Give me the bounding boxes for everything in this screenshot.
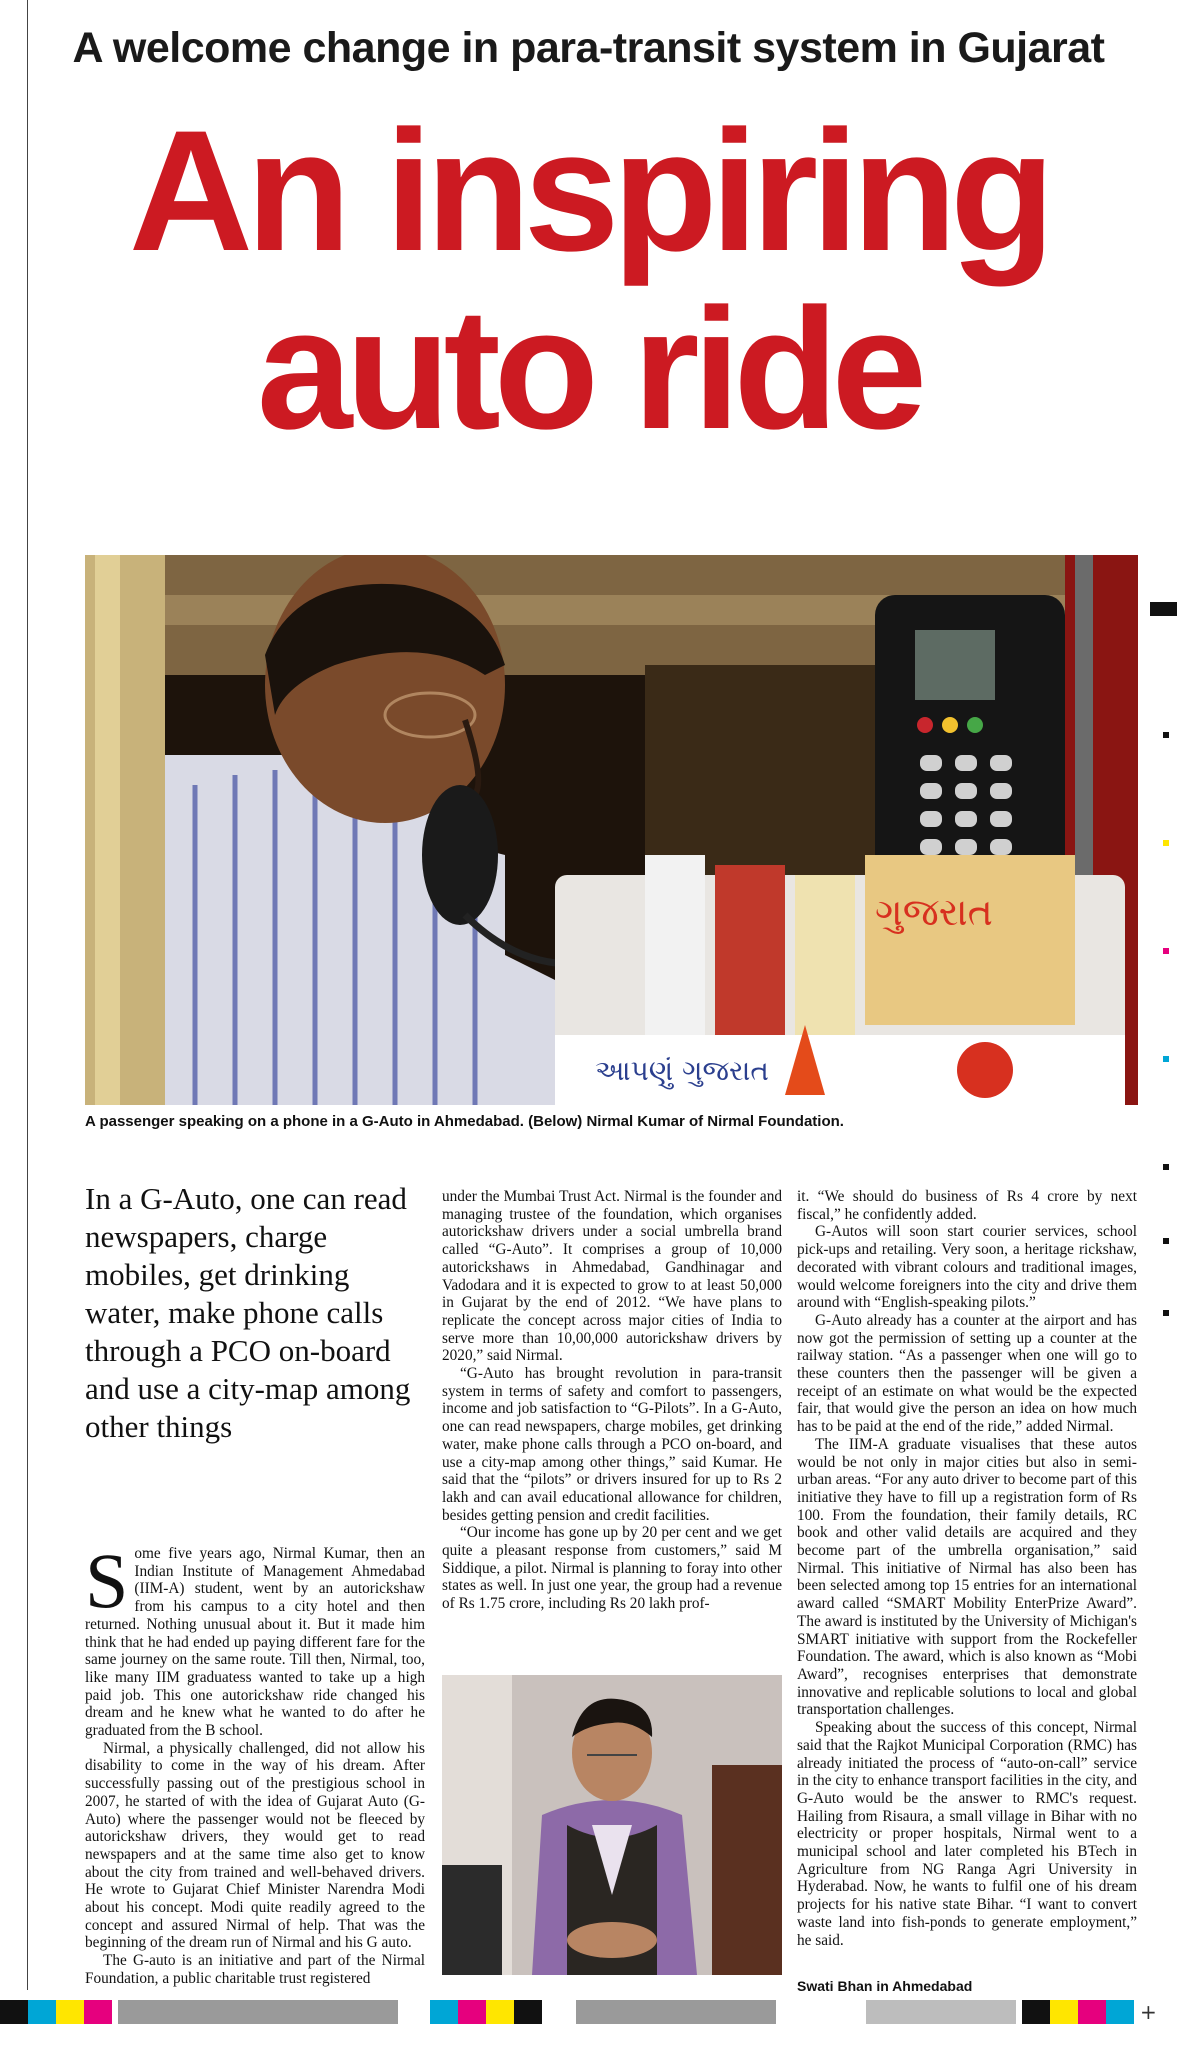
byline: Swati Bhan in Ahmedabad	[797, 1978, 973, 1994]
article-column-2	[442, 1188, 782, 1613]
register-mark	[1163, 732, 1169, 738]
article-paragraph: Nirmal, a physically challenged, did not allow his disability to come in the way of his dream. After successfully passing out of the prestigious school in 2007, he started of with the idea of Gujarat Auto (G-Auto) where the passenger would not be fleeced by autorickshaw drivers, they would get to read newspapers and at the same time also get to know about the city from trained and well-behaved drivers. He wrote to Gujarat Chief Minister Narendra Modi about his concept. Modi quite readily agreed to the concept and assured Nirmal of help. That was the beginning of the dream run of Nirmal and his G auto.	[85, 1739, 425, 1952]
swatch-magenta	[84, 2000, 112, 2024]
swatch-black	[0, 2000, 28, 2024]
register-mark	[1163, 1238, 1169, 1244]
article-paragraph: it. “We should do business of Rs 4 crore by next fiscal,” he confidently added.	[797, 1188, 1137, 1223]
swatch-cyan	[28, 2000, 56, 2024]
article-paragraph: The IIM-A graduate visualises that these autos would be not only in major cities but also in semi-urban areas. “For any auto driver to become part of this initiative they have to fill up a registration form of Rs 100. From the foundation, their family details, RC book and other valid details are acquired and they become part of the umbrella organisation,” said Nirmal. This initiative of Nirmal has also been has been selected among top 15 entries for an international award called “SMART Mobility EnterPrize Award”. The award is instituted by the University of Michigan's SMART initiative with support from the Rockefeller Foundation. The award, which is also known as “Mobi Award”, recognises enterprises that demonstrate innovative and replicable solutions to local and global transportation challenges.	[797, 1435, 1137, 1719]
swatch-cyan	[1106, 2000, 1134, 2024]
article-paragraph: “Our income has gone up by 20 per cent and we get quite a pleasant response from customers,” said M Siddique, a pilot. Nirmal is planning to foray into other states as well. In just one year, the group had a revenue of Rs 1.75 crore, including Rs 20 lakh prof-	[442, 1524, 782, 1613]
main-photo	[85, 555, 1138, 1105]
drop-cap: S	[85, 1537, 129, 1624]
article-paragraph: Speaking about the success of this concept, Nirmal said that the Rajkot Municipal Corporation (RMC) has already initiated the process of “auto-on-call” service in the city to enhance transport facilities in the city, and G-Auto would be the answer to RMC's request. Hailing from Risaura, a small village in Bihar with no electricity or proper hospitals, Nirmal went to a municipal school and later completed his BTech in Agriculture from NG Ranga Agri University in Hyderabad. Now, he wants to fulfil one of his dream projects for his native state Bihar. “I want to convert waste land into fish-ponds to generate employment,” he said.	[797, 1719, 1137, 1949]
swatch-gray	[118, 2000, 398, 2024]
auto-sign-text: આપણું ગુજરાત	[595, 1054, 769, 1087]
swatch-gray	[866, 2000, 1016, 2024]
swatch-black	[514, 2000, 542, 2024]
photo-caption: A passenger speaking on a phone in a G-Auto in Ahmedabad. (Below) Nirmal Kumar of Nirmal Foundation.	[85, 1113, 844, 1130]
crop-mark-icon: +	[1140, 2000, 1157, 2024]
register-mark	[1163, 1310, 1169, 1316]
register-mark	[1163, 948, 1169, 954]
main-headline	[0, 95, 1177, 465]
magazine-title: ગુજરાત	[875, 890, 993, 934]
swatch-magenta	[458, 2000, 486, 2024]
swatch-yellow	[1050, 2000, 1078, 2024]
article-paragraph: The G-auto is an initiative and part of the Nirmal Foundation, a public charitable trust registered	[85, 1952, 425, 1987]
kicker-headline: A welcome change in para-transit system in Gujarat	[72, 24, 1105, 72]
article-column-1	[85, 1537, 425, 1988]
article-column-3	[797, 1188, 1137, 1949]
article-paragraph: under the Mumbai Trust Act. Nirmal is the founder and managing trustee of the foundation, which organises autorickshaw drivers under a social umbrella brand called “G-Auto”. It comprises a group of 10,000 autorickshaws in Ahmedabad, Gandhinagar and Vadodara and it is expected to grow to at least 50,000 in Gujarat by the end of 2012. “We have plans to replicate the concept across major cities of India to serve more than 10,00,000 autorickshaw drivers by 2020,” said Nirmal.	[442, 1188, 782, 1365]
swatch-gray	[576, 2000, 776, 2024]
swatch-magenta	[1078, 2000, 1106, 2024]
article-deck: In a G-Auto, one can read newspapers, charge mobiles, get drinking water, make phone calls through a PCO on-board and use a city-map among other things	[85, 1181, 411, 1444]
swatch-black	[1022, 2000, 1050, 2024]
portrait-photo	[442, 1675, 782, 1975]
paragraph-text: ome five years ago, Nirmal Kumar, then an Indian Institute of Management Ahmedabad (IIM-A) student, went by an autorickshaw from his campus to a city hotel and then returned. Nothing unusual about it. But it made him think that he had ended up paying different fare for the same journey on the same route. Till then, Nirmal, too, like many IIM graduatess wanted to take up a high paid job. This one autorickshaw ride changed his dream and he knew what he wanted to do after he graduated from the B school.	[85, 1545, 425, 1740]
article-paragraph: G-Autos will soon start courier services, school pick-ups and retailing. Very soon, a heritage rickshaw, decorated with vibrant colours and traditional images, would welcome foreigners into the city and drive them around with “English-speaking pilots.”	[797, 1223, 1137, 1312]
register-mark	[1163, 840, 1169, 846]
swatch-yellow	[56, 2000, 84, 2024]
headline-line-1: An inspiring	[128, 95, 1049, 287]
register-bar	[1150, 602, 1177, 616]
register-mark	[1163, 1164, 1169, 1170]
article-paragraph: G-Auto already has a counter at the airport and has now got the permission of setting up a counter at the railway station. “As a passenger when one will go to these counters then the passenger will be given a receipt of an estimate on what would be the expected fair, that would give the person an idea on how much has to be paid at the end of the ride,” added Nirmal.	[797, 1311, 1137, 1436]
article-paragraph: “G-Auto has brought revolution in para-transit system in terms of safety and comfort to passengers, income and job satisfaction to “G-Pilots”. In a G-Auto, one can read newspapers, charge mobiles, get drinking water, make phone calls through a PCO on-board, and use a city-map among other things,” said Kumar. He said that the “pilots” or drivers insured for up to Rs 2 lakh and can avail educational allowance for children, besides getting pension and credit facilities.	[442, 1365, 782, 1524]
article-paragraph	[85, 1537, 425, 1740]
swatch-cyan	[430, 2000, 458, 2024]
register-mark	[1163, 1056, 1169, 1062]
headline-line-2: auto ride	[256, 273, 921, 465]
swatch-yellow	[486, 2000, 514, 2024]
